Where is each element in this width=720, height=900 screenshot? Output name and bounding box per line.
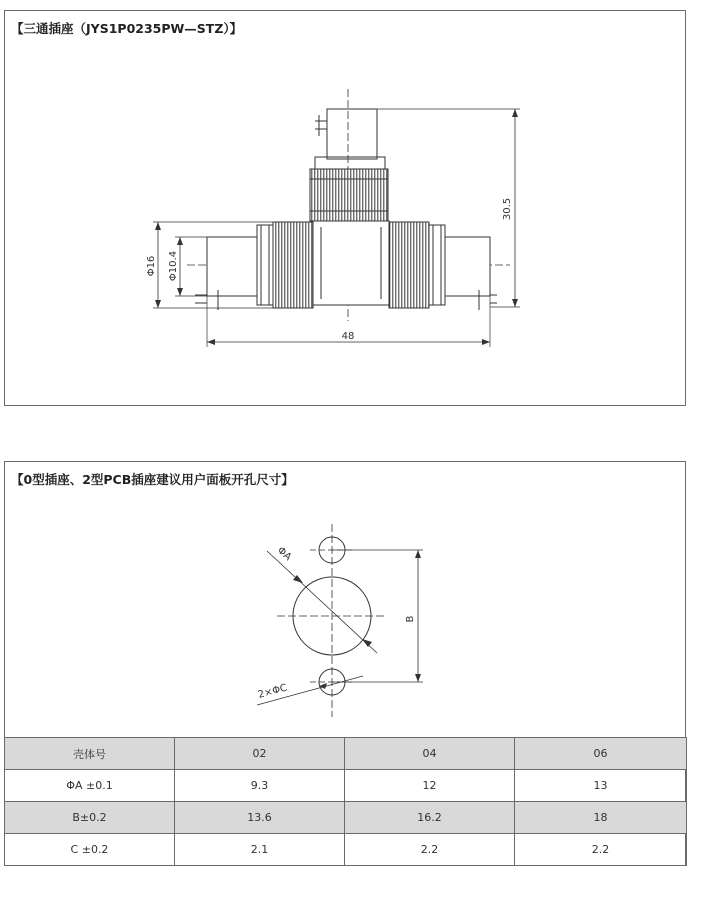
table-cell: B±0.2 (5, 802, 175, 834)
table-cell: C ±0.2 (5, 834, 175, 866)
dim-height-label: 30.5 (502, 197, 513, 221)
table-cell: 16.2 (345, 802, 515, 834)
tee-socket-title: 【三通插座（JYS1P0235PW—STZ）】 (11, 21, 243, 36)
table-header-cell: 壳体号 (5, 738, 175, 770)
dia-a-label: ΦA (274, 545, 294, 564)
table-row (5, 770, 687, 802)
table-header-cell: 04 (345, 738, 515, 770)
tee-socket-panel (4, 10, 686, 406)
dimension-table (4, 737, 687, 866)
table-cell: 18 (515, 802, 687, 834)
dim-inner-dia-label: Φ10.4 (168, 250, 179, 282)
table-header-cell: 02 (175, 738, 345, 770)
dim-outer-dia-label: Φ16 (146, 255, 157, 277)
table-cell: 12 (345, 770, 515, 802)
panel-cutout-drawing (5, 462, 685, 737)
tee-socket-drawing (5, 11, 685, 405)
table-row (5, 834, 687, 866)
table-cell: 13.6 (175, 802, 345, 834)
table-cell: ΦA ±0.1 (5, 770, 175, 802)
table-cell: 2.1 (175, 834, 345, 866)
table-header-cell: 06 (515, 738, 687, 770)
table-cell: 2.2 (345, 834, 515, 866)
dia-c-label: 2×ΦC (256, 682, 289, 701)
table-cell: 2.2 (515, 834, 687, 866)
table-cell: 13 (515, 770, 687, 802)
table-row (5, 802, 687, 834)
panel-cutout-panel (4, 461, 686, 866)
panel-cutout-title: 【0型插座、2型PCB插座建议用户面板开孔尺寸】 (11, 472, 294, 487)
table-header-row (5, 738, 687, 770)
dim-width-label: 48 (341, 331, 355, 342)
dim-b-label: B (405, 615, 416, 623)
table-cell: 9.3 (175, 770, 345, 802)
